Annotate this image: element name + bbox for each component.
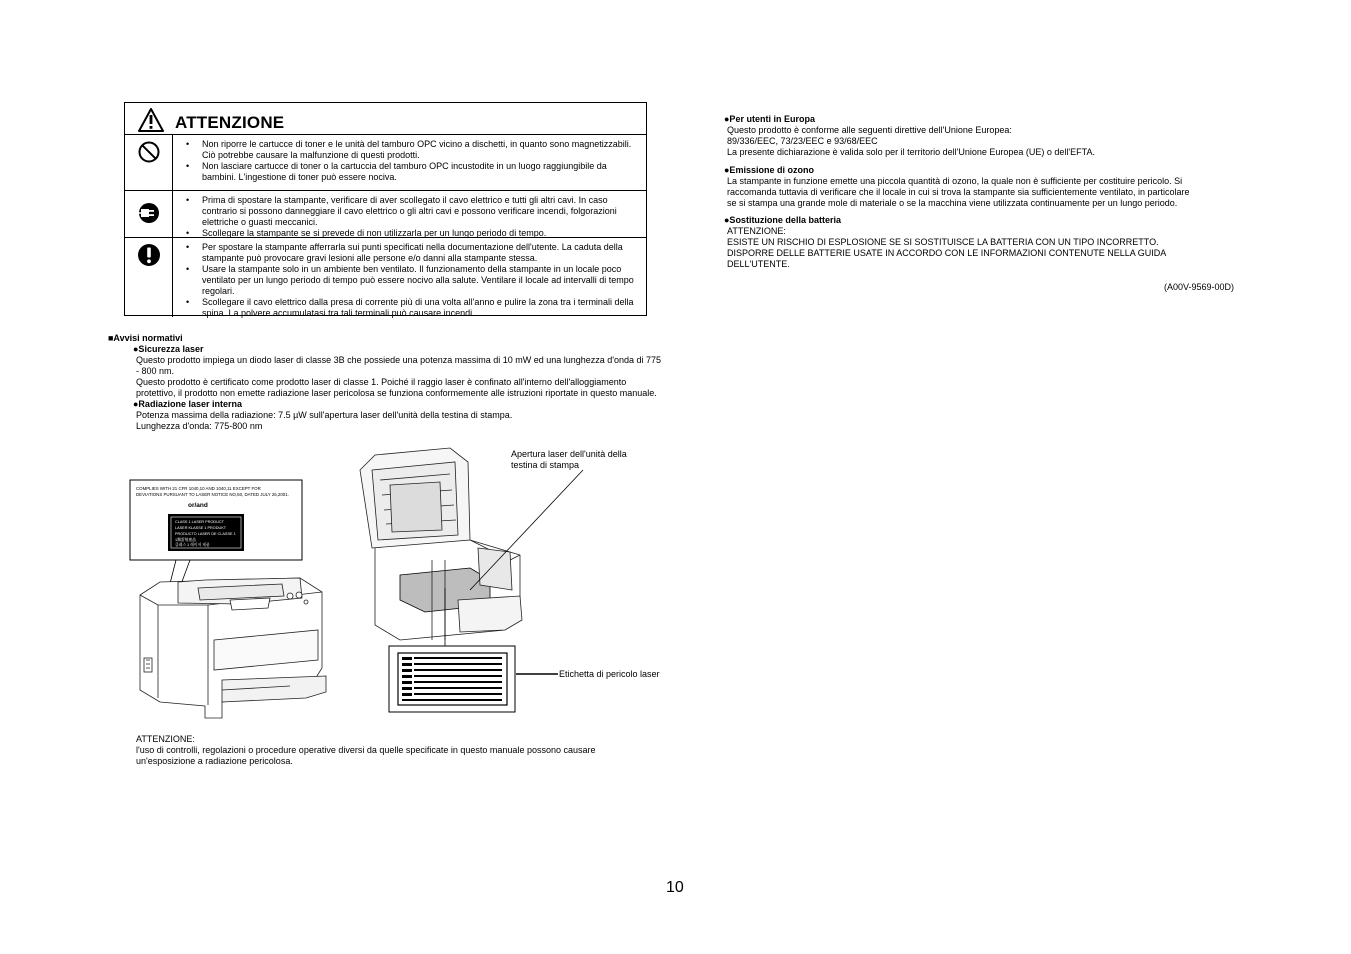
internal-radiation-heading: ●Radiazione laser interna [133,399,242,409]
warning-item: • Per spostare la stampante afferrarla sui punti specificati nella documentazione dell'utente. La caduta della stampante può provocare gravi lesioni alle persone e/o danni alla stampante stessa. [202,242,640,264]
internal-radiation-text: Potenza massima della radiazione: 7.5 µW sull'apertura laser dell'unità della testina di stampa. [136,410,513,420]
class-label-text: 클래스 1 레이저 제품 [175,543,210,547]
compliance-label-panel [130,480,302,560]
ozone-heading: ●Emissione di ozono [724,165,814,175]
warning-item: • Prima di spostare la stampante, verificare di aver scollegato il cavo elettrico e tutti gli altri cavi. In caso contrario si possono danneggiare il cavo elettrico o gli altri cavi e possono verificare incendi, folgorazioni elettriche o guasti meccanici. [202,195,640,228]
class-label-text: CLASS 1 LASER PRODUCT [175,520,224,524]
ozone-section [724,165,1244,209]
europe-section [724,114,1244,158]
compliance-text: COMPLIES WITH 21 CFR 1040,10 AND 1040,11 EXCEPT FOR [136,486,261,491]
battery-text: DELL'UTENTE. [727,259,790,269]
regulatory-heading: ■Avvisi normativi [108,333,183,343]
compliance-text: DEVIATIONS PURSUANT TO LASER NOTICE NO,50, DATED JULY 26,2001. [136,492,289,497]
warning-item: • Scollegare il cavo elettrico dalla presa di corrente più di una volta all'anno e pulire la zona tra i terminali della spina. La polvere accumulatasi tra tali terminali può causare incendi. [202,297,640,319]
document-code: (A00V-9569-00D) [1164,282,1235,292]
laser-safety-paragraph: Questo prodotto impiega un diodo laser di classe 3B che possiede una potenza massima di 10 mW ed una lunghezza d'onda di 775 - 800 nm. [136,355,662,376]
printer-closed-drawing [140,578,326,718]
warning-item: • Non riporre le cartucce di toner e le unità del tamburo OPC vicino a dischetti, in quanto sono magnetizzabili. Ciò potrebbe causare la malfunzione di questi prodotti. [202,139,640,161]
ozone-text: raccomanda tuttavia di verificare che il locale in cui si trova la stampante sia sufficientemente ventilato, in particolare [727,187,1190,197]
warning-item: • Scollegare la stampante se si prevede di non utilizzarla per un lungo periodo di tempo. [202,228,640,239]
europe-text: 89/336/EEC, 73/23/EEC e 93/68/EEC [727,136,878,146]
warning-title: ATTENZIONE [175,113,285,132]
warning-item: • Usare la stampante solo in un ambiente ben ventilato. Il funzionamento della stampante in un locale poco ventilato per un lungo periodo di tempo può essere nocivo alla salute. Ventilare il locale ad intervalli di tempo regolari. [202,264,640,297]
caution-heading: ATTENZIONE: [136,734,195,744]
class-label-text: LASER KLASSE 1 PRODUKT [175,526,227,530]
caution-note [136,734,676,767]
europe-text: Questo prodotto è conforme alle seguenti direttive dell'Unione Europea: [727,125,1012,135]
battery-text: ATTENZIONE: [727,226,786,236]
battery-section [724,215,1244,270]
page-number: 10 [666,879,684,896]
class-label-text: 1類雷射產品 [175,538,197,542]
laser-hazard-label [389,646,515,712]
hazard-callout-text: Etichetta di pericolo laser [559,669,660,679]
battery-heading: ●Sostituzione della batteria [724,215,841,225]
printer-open-drawing [360,448,522,640]
laser-safety-heading: ●Sicurezza laser [133,344,204,354]
battery-text: ESISTE UN RISCHIO DI ESPLOSIONE SE SI SOSTITUISCE LA BATTERIA CON UN TIPO INCORRETTO. [727,237,1159,247]
ozone-text: La stampante in funzione emette una piccola quantità di ozono, la quale non è sufficiente per costituire pericolo. Si [727,176,1183,186]
ozone-text: se si stampa una grande mole di materiale o se la macchina viene utilizzata continuamente per un lungo periodo. [727,198,1178,208]
europe-heading: ●Per utenti in Europa [724,114,815,124]
class-label-text: PRODUCTO LASER DE CLASSE 1 [175,532,236,536]
or-and-text: or/and [188,502,208,509]
aperture-callout-text: Apertura laser dell'unità della [511,449,627,459]
warning-item: • Non lasciare cartucce di toner o la cartuccia del tamburo OPC incustodite in un luogo raggiungibile da bambini. L'ingestione di toner può essere nociva. [202,161,640,183]
caution-text: un'esposizione a radiazione pericolosa. [136,756,293,766]
aperture-callout-text: testina di stampa [511,460,580,470]
laser-safety-paragraph: Questo prodotto è certificato come prodotto laser di classe 1. Poiché il raggio laser è confinato all'interno dell'alloggiamento protettivo, il prodotto non emette radiazione laser pericolosa se funziona conformemente alle istruzioni riportate in questo manuale. [136,377,657,398]
internal-radiation-text: Lunghezza d'onda: 775-800 nm [136,421,263,431]
europe-text: La presente dichiarazione è valida solo per il territorio dell'Unione Europea (UE) o dell'EFTA. [727,147,1095,157]
battery-text: DISPORRE DELLE BATTERIE USATE IN ACCORDO CON LE INFORMAZIONI CONTENUTE NELLA GUIDA [727,248,1167,258]
caution-text: l'uso di controlli, regolazioni o procedure operative diversi da quelle specificate in questo manuale possono causare [136,745,596,755]
